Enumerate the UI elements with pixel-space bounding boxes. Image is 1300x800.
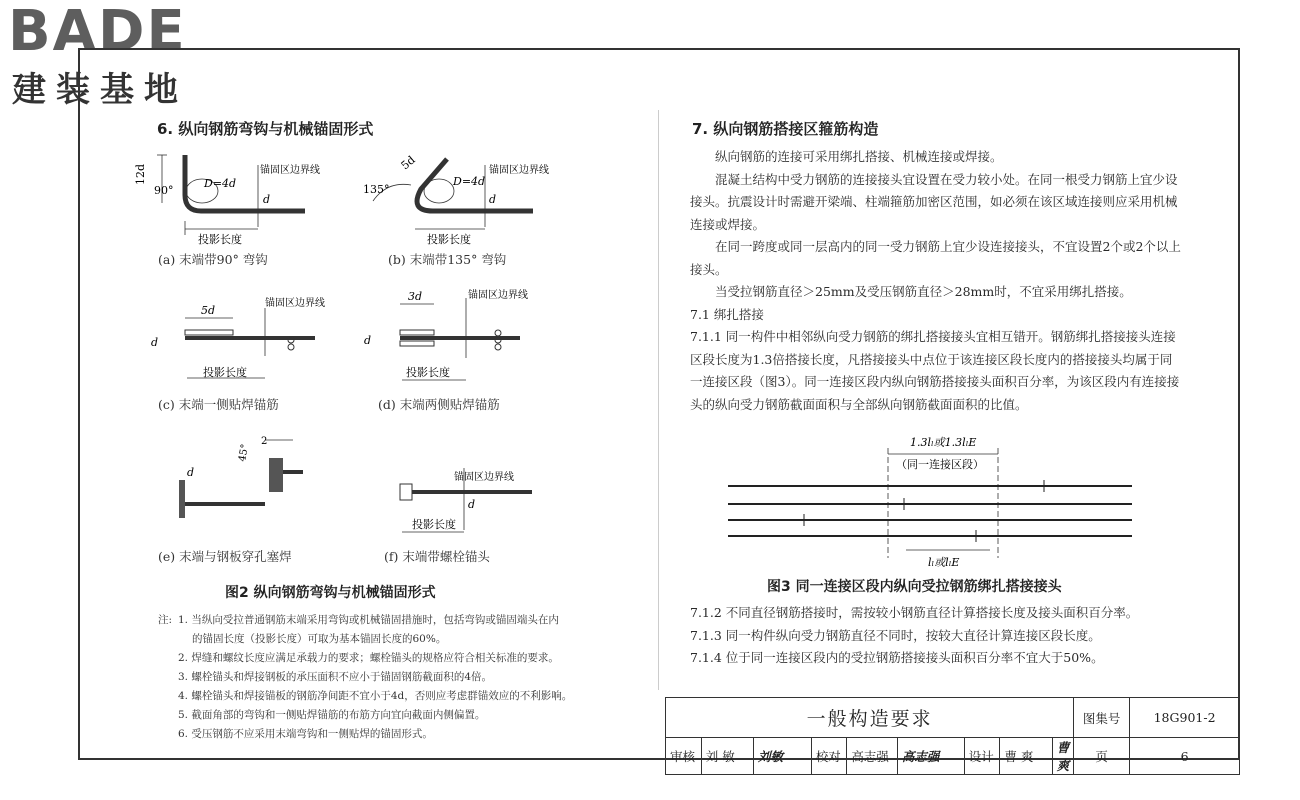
figure-c-drawing xyxy=(145,296,345,386)
fig-b-projection-label: 投影长度 xyxy=(427,233,471,245)
designer-signature: 曹爽 xyxy=(1052,738,1074,775)
figure-b-drawing xyxy=(355,145,565,245)
atlas-number: 18G901-2 xyxy=(1130,698,1240,738)
para-1: 纵向钢筋的连接可采用绑扎搭接、机械连接或焊接。 xyxy=(715,149,1003,164)
fig-d-d-label: d xyxy=(364,334,372,347)
title-block xyxy=(665,697,1240,775)
section-7-title: 7. 纵向钢筋搭接区箍筋构造 xyxy=(692,120,879,138)
fig-d-caption: (d) 末端两侧贴焊锚筋 xyxy=(378,397,500,412)
figure-d-drawing xyxy=(360,288,560,386)
fig-a-diameter-label: D=4d xyxy=(204,177,237,190)
figure-a-drawing xyxy=(130,145,340,245)
check-label: 校对 xyxy=(811,738,847,775)
fig-c-projection-label: 投影长度 xyxy=(203,366,247,379)
design-label: 设计 xyxy=(964,738,1000,775)
logo-subtitle: 建装基地 xyxy=(12,70,188,110)
fig-b-boundary-label: 锚固区边界线 xyxy=(489,165,549,176)
fig-f-caption: (f) 末端带螺栓锚头 xyxy=(384,549,490,564)
fig-d-projection-label: 投影长度 xyxy=(406,366,450,379)
fig3-segment-label: （同一连接区段） xyxy=(896,458,984,471)
section-7-1-continued xyxy=(690,602,1184,670)
para-7-1-2: 7.1.2 不同直径钢筋搭接时，需按较小钢筋直径计算搭接长度及接头面积百分率。 xyxy=(690,605,1139,620)
para-3: 在同一跨度或同一层高内的同一受力钢筋上宜少设连接接头，不宜设置2个或2个以上接头。 xyxy=(690,239,1181,277)
fig-d-boundary-label: 锚固区边界线 xyxy=(468,290,528,301)
checker-name: 高志强 xyxy=(847,738,897,775)
para-2: 混凝土结构中受力钢筋的连接接头宜设置在受力较小处。在同一根受力钢筋上宜少设接头。抗震设计时需避开梁端、柱端箍筋加密区范围，如必须在该区域连接则应采用机械连接或焊接。 xyxy=(690,171,1178,232)
para-7-1-4: 7.1.4 位于同一连接区段内的受拉钢筋搭接接头面积百分率不宜大于50%。 xyxy=(690,650,1104,665)
note-1b: 的锚固长度（投影长度）可取为基本锚固长度的60%。 xyxy=(192,633,447,645)
fig-c-d-label: d xyxy=(151,336,159,349)
figure-e-drawing xyxy=(165,430,325,530)
fig-e-d-label: d xyxy=(187,466,195,479)
para-7-1-3: 7.1.3 同一构件纵向受力钢筋直径不同时，按较大直径计算连接区段长度。 xyxy=(690,627,1101,643)
note-1a: 1. 当纵向受拉普通钢筋末端采用弯钩或机械锚固措施时，包括弯钩或锚固端头在内 xyxy=(178,614,559,626)
fig-a-projection-label: 投影长度 xyxy=(198,233,242,245)
page-number: 6 xyxy=(1130,738,1240,775)
section-6-title: 6. 纵向钢筋弯钩与机械锚固形式 xyxy=(157,120,374,138)
note-6: 6. 受压钢筋不应采用末端弯钩和一侧贴焊的锚固形式。 xyxy=(178,728,433,740)
fig-a-d-label: d xyxy=(263,193,271,206)
reviewer-name: 刘 敏 xyxy=(701,738,753,775)
notes-label: 注: xyxy=(158,614,173,626)
note-4: 4. 螺栓锚头和焊接锚板的钢筋净间距不宜小于4d，否则应考虑群锚效应的不利影响。 xyxy=(178,690,573,702)
page-label: 页 xyxy=(1074,738,1130,775)
section-7-body xyxy=(690,146,1184,416)
figure-3-drawing xyxy=(720,430,1140,570)
fig-a-hook-label: 12d xyxy=(134,163,147,185)
fig-f-d-label: d xyxy=(468,498,476,511)
fig-b-d-label: d xyxy=(489,193,497,206)
para-4: 当受拉钢筋直径＞25mm及受压钢筋直径＞28mm时，不宜采用绑扎搭接。 xyxy=(715,284,1132,299)
atlas-label: 图集号 xyxy=(1074,698,1130,738)
checker-signature: 高志强 xyxy=(897,738,964,775)
fig-b-hook-label: 5d xyxy=(398,153,418,173)
fig3-top-label: 1.3lₗ或1.3lₗE xyxy=(910,436,977,449)
note-5: 5. 截面角部的弯钩和一侧贴焊锚筋的布筋方向宜向截面内侧偏置。 xyxy=(178,709,486,721)
fig-a-boundary-label: 锚固区边界线 xyxy=(260,165,320,176)
reviewer-signature: 刘敏 xyxy=(753,738,811,775)
para-7-1-1: 7.1.1 同一构件中相邻纵向受力钢筋的绑扎搭接接头宜相互错开。钢筋绑扎搭接接头连接区段长度为1.3倍搭接长度，凡搭接接头中点位于该连接区段长度内的搭接接头均属于同一连接区段（图3）。同一连接区段内纵向钢筋搭接接头面积百分率，为该区段内有连接接头的纵向受力钢筋截面面积与全部纵向钢筋截面面积的比值。 xyxy=(690,329,1180,412)
fig3-bottom-label: lₗ或lₗE xyxy=(928,556,960,569)
note-3: 3. 螺栓锚头和焊接钢板的承压面积不应小于锚固钢筋截面积的4倍。 xyxy=(178,671,493,683)
fig-c-caption: (c) 末端一侧贴焊锚筋 xyxy=(158,397,279,412)
fig-e-caption: (e) 末端与钢板穿孔塞焊 xyxy=(158,549,292,564)
fig-f-boundary-label: 锚固区边界线 xyxy=(454,472,514,483)
fig-e-angle-label: 45° xyxy=(237,443,252,463)
fig-d-weld-label: 3d xyxy=(408,290,423,303)
designer-name: 曹 爽 xyxy=(1000,738,1052,775)
fig-a-angle-label: 90° xyxy=(154,184,174,197)
subsection-7-1: 7.1 绑扎搭接 xyxy=(690,306,764,322)
column-divider xyxy=(658,110,659,690)
fig-a-caption: (a) 末端带90° 弯钩 xyxy=(158,252,268,267)
fig-b-angle-label: 135° xyxy=(363,183,390,196)
figure-3-title: 图3 同一连接区段内纵向受拉钢筋绑扎搭接接头 xyxy=(767,579,1062,595)
fig-c-weld-label: 5d xyxy=(201,304,216,317)
review-label: 审核 xyxy=(666,738,702,775)
fig-b-diameter-label: D=4d xyxy=(453,175,486,188)
fig-f-projection-label: 投影长度 xyxy=(412,518,456,531)
fig-c-boundary-label: 锚固区边界线 xyxy=(265,298,325,309)
fig-b-caption: (b) 末端带135° 弯钩 xyxy=(388,252,507,267)
figure-f-drawing xyxy=(390,460,570,540)
drawing-title: 一般构造要求 xyxy=(666,698,1074,738)
note-2: 2. 焊缝和螺纹长度应满足承载力的要求；螺栓锚头的规格应符合相关标准的要求。 xyxy=(178,652,559,664)
figure-2-title: 图2 纵向钢筋弯钩与机械锚固形式 xyxy=(225,585,436,601)
logo-text: BADE xyxy=(8,0,187,64)
notes-list xyxy=(178,611,648,744)
fig-e-two-label: 2 xyxy=(261,436,268,447)
